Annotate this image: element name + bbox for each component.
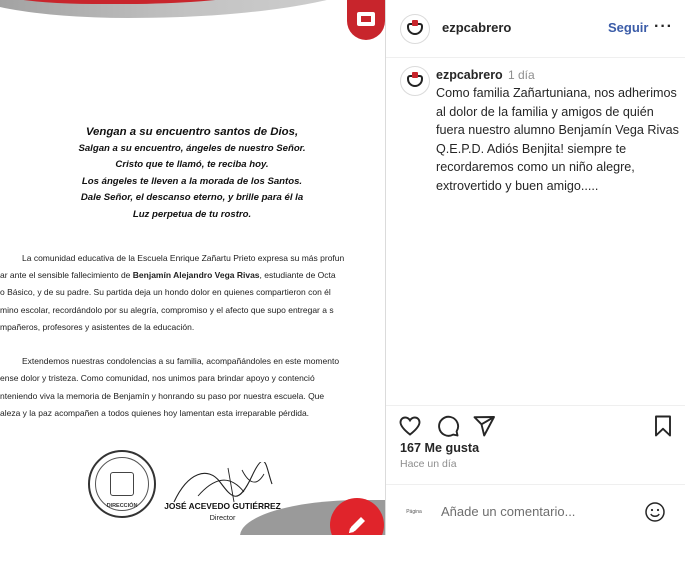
school-crest-icon [347,0,385,40]
comment-row [386,484,685,535]
student-name: Benjamín Alejandro Vega Rivas [132,270,260,281]
more-options-icon[interactable]: ··· [654,18,673,35]
post-side-panel [385,0,685,535]
emoji-icon[interactable] [644,501,666,523]
poem-line: Dale Señor, el descanso eterno, y brille para él la [80,192,304,204]
letter-line: ar ante el sensible fallecimiento de Benjamín Alejandro Vega Rivas, estudiante de Octa [0,270,336,281]
signer-name: JOSÉ ACEVEDO GUTIÉRREZ [164,501,281,511]
signer-role: Director [209,513,236,522]
comment-icon[interactable] [436,414,460,438]
letter-line: La comunidad educativa de la Escuela Enrique Zañartu Prieto expresa su más profun [22,253,345,263]
letter-line: ense dolor y tristeza. Como comunidad, nos unimos para brindar apoyo y contenció [0,373,315,384]
avatar[interactable] [400,14,430,44]
poem-line: Salgan a su encuentro, ángeles de nuestro Señor. [78,142,306,154]
seal-emblem-icon [110,472,134,496]
heart-icon[interactable] [398,414,422,438]
caption-time: 1 día [508,68,535,82]
bookmark-icon[interactable] [652,414,674,438]
letter-line: o Básico, y de su padre. Su partida deja un hondo dolor en quienes compartieron con él [0,287,331,298]
likes-count[interactable]: 167 Me gusta [400,441,480,455]
share-icon[interactable] [472,414,496,438]
caption-username[interactable]: ezpcabrero [436,68,503,82]
avatar[interactable] [400,66,430,96]
letter-body [0,250,385,422]
letter-line: nteniendo viva la memoria de Benjamín y honrando su paso por nuestra escuela. Que [0,390,325,401]
follow-button[interactable]: Seguir [608,20,649,35]
letter-line: aleza y la paz acompañen a todos quienes hoy lamentan esta irreparable pérdida. [0,407,310,418]
letter-spacer [0,336,385,353]
seal-text: DIRECCIÓN [106,503,138,509]
school-seal [88,450,156,518]
post-header [386,0,685,58]
poem-line: Cristo que te llamó, te reciba hoy. [115,159,269,171]
post-age: Hace un día [400,458,457,470]
pencil-icon [344,512,370,535]
poem-line: Luz perpetua de tu rostro. [132,208,252,220]
header-username[interactable]: ezpcabrero [442,20,512,35]
caption-text: Como familia Zañartuniana, nos adherimos al dolor de la familia y amigos de quién fuera nuestro alumno Benjamín Vega Rivas Q.E.P.D. Adiós Benjita! siempre te recordaremos como un niño alegre, extrovertido y buen amigo..... [436,86,679,193]
poem-line: Los ángeles te lleven a la morada de los Santos. [81,175,303,187]
poem-line: Vengan a su encuentro santos de Dios, [85,126,299,138]
action-bar [386,405,685,439]
letter-line: Extendemos nuestras condolencias a su familia, acompañándoles en este momento [22,356,340,367]
comment-input[interactable] [441,501,641,521]
poem-block [40,124,344,224]
letter-line: mpañeros, profesores y asistentes de la educación. [0,321,195,332]
commenter-avatar: Página [400,498,428,526]
letter-line: mino escolar, recordándolo por su alegría, compromiso y el afecto que supo entregar a s [0,304,334,315]
